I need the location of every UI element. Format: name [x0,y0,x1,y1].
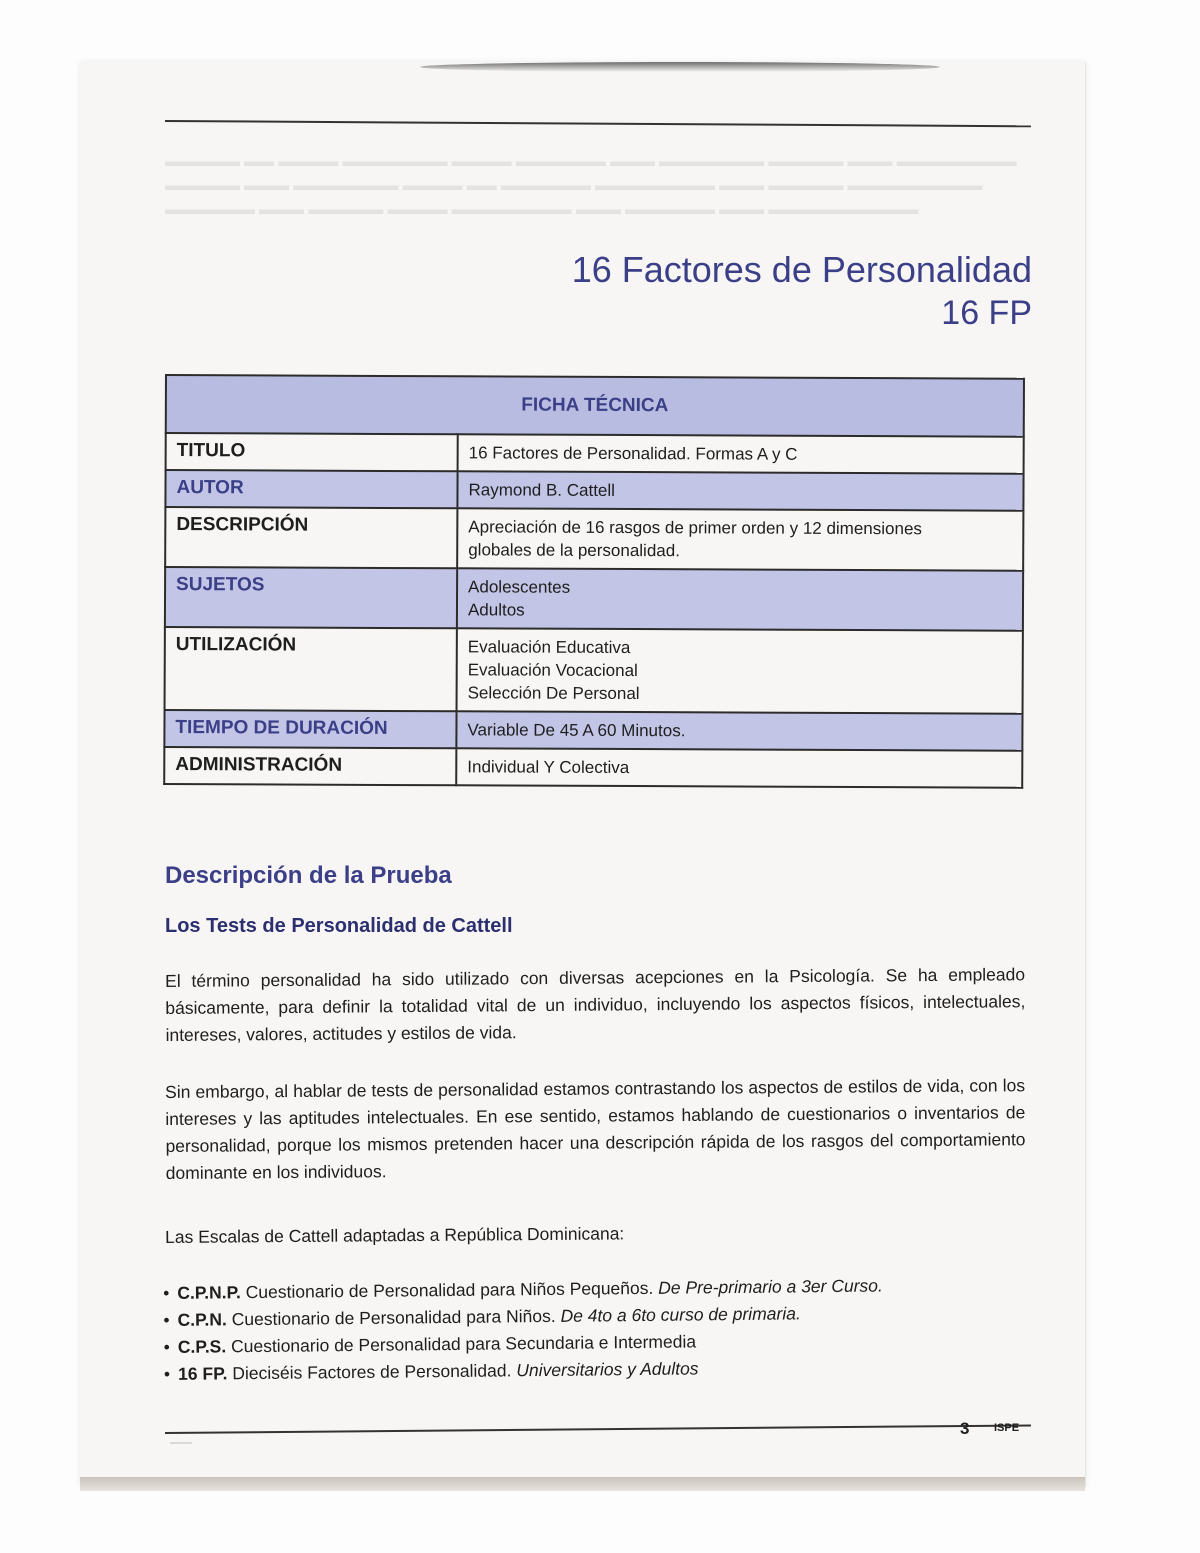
paragraph: Sin embargo, al hablar de tests de personalidad estamos contrastando los aspectos de estilos de vida, con los intereses y las aptitudes intelectuales. En ese sentido, estamos hablando de cuestionarios o inventarios de personalidad, porque los mismos pretenden hacer una descripción rápida de los rasgos del comportamiento dominante en los individuos. [165,1075,1026,1183]
ficha-row-utilizacion [165,627,1023,714]
paragraph: El término personalidad ha sido utilizado con diversas acepciones en la Psicología. Se ha empleado básicamente, para definir la totalidad vital de un individuo, incluyendo los aspectos físicos, intelectuales, intereses, valores, actitudes y estilos de vida. [165,964,1026,1045]
list-item: • 16 FP. Dieciséis Factores de Personalidad. Universitarios y Adultos [164,1352,1024,1388]
ficha-row-autor [165,470,1023,511]
list-item: • C.P.N.P. Cuestionario de Personalidad para Niños Pequeños. De Pre-primario a 3er Curso. [163,1271,1023,1307]
ficha-value: Raymond B. Cattell [457,471,1023,510]
page-number: 3 [960,1419,970,1438]
ficha-label: UTILIZACIÓN [165,627,457,711]
paper-bottom-edge [80,1477,1085,1491]
ficha-row-titulo [166,433,1024,474]
ficha-row-tiempo [164,710,1022,751]
ficha-label: TITULO [166,433,458,471]
ficha-row-descripcion [165,507,1023,571]
title-block [572,248,1032,334]
ficha-value: Adolescentes Adultos [457,568,1023,630]
footer-mark [170,1442,192,1444]
footer-brand: ISPE [994,1422,1020,1434]
page-title: 16 Factores de Personalidad [571,249,1032,290]
list-item: • C.P.N. Cuestionario de Personalidad para Niños. De 4to a 6to curso de primaria. [163,1298,1023,1334]
ficha-value: Individual Y Colectiva [456,748,1022,787]
ficha-value: Variable De 45 A 60 Minutos. [456,711,1022,750]
ficha-value: 16 Factores de Personalidad. Formas A y C [458,434,1024,473]
ficha-label: ADMINISTRACIÓN [164,747,456,785]
ficha-tecnica-table [163,374,1025,789]
scales-list [163,1271,1024,1388]
page-top-shadow [420,62,940,72]
paragraph-intro-scales: Las Escalas de Cattell adaptadas a República Dominicana: [165,1223,625,1247]
ficha-value: Apreciación de 16 rasgos de primer orden y 12 dimensiones globales de la personalidad. [457,508,1023,570]
ficha-row-administracion [164,747,1022,788]
page-subtitle: 16 FP [941,294,1032,332]
ficha-label: DESCRIPCIÓN [165,507,457,568]
ficha-heading: FICHA TÉCNICA [166,375,1024,437]
ficha-label: SUJETOS [165,567,457,628]
bleed-through-text: ▬▬▬▬▬ ▬▬ ▬▬▬▬ ▬▬▬▬▬▬▬ ▬▬▬▬ ▬▬▬▬▬▬ ▬▬▬ ▬▬▬▬▬▬▬ ▬▬▬▬▬ ▬▬▬ ▬▬▬▬▬▬▬▬ ▬▬▬▬▬ ▬▬▬ ▬▬▬▬▬▬▬ ▬▬▬▬ ▬▬ ▬▬▬▬▬▬ ▬▬▬▬▬▬▬▬ ▬▬▬ ▬▬▬▬▬ ▬▬▬▬▬▬▬▬▬ ▬▬▬▬▬▬ ▬▬▬ ▬▬▬▬▬ ▬▬▬▬ ▬▬▬▬▬▬▬▬ ▬▬▬ ▬▬▬▬▬▬ ▬▬▬ ▬▬▬▬▬▬▬▬▬▬ [165,153,1017,218]
ficha-value: Evaluación Educativa Evaluación Vocacional Selección De Personal [457,628,1023,713]
ficha-row-sujetos [165,567,1023,631]
ficha-label: TIEMPO DE DURACIÓN [164,710,456,748]
section-subtitle: Los Tests de Personalidad de Cattell [165,915,513,937]
section-title: Descripción de la Prueba [165,862,452,889]
list-item: • C.P.S. Cuestionario de Personalidad para Secundaria e Intermedia [164,1325,1024,1361]
ficha-label: AUTOR [165,470,457,508]
